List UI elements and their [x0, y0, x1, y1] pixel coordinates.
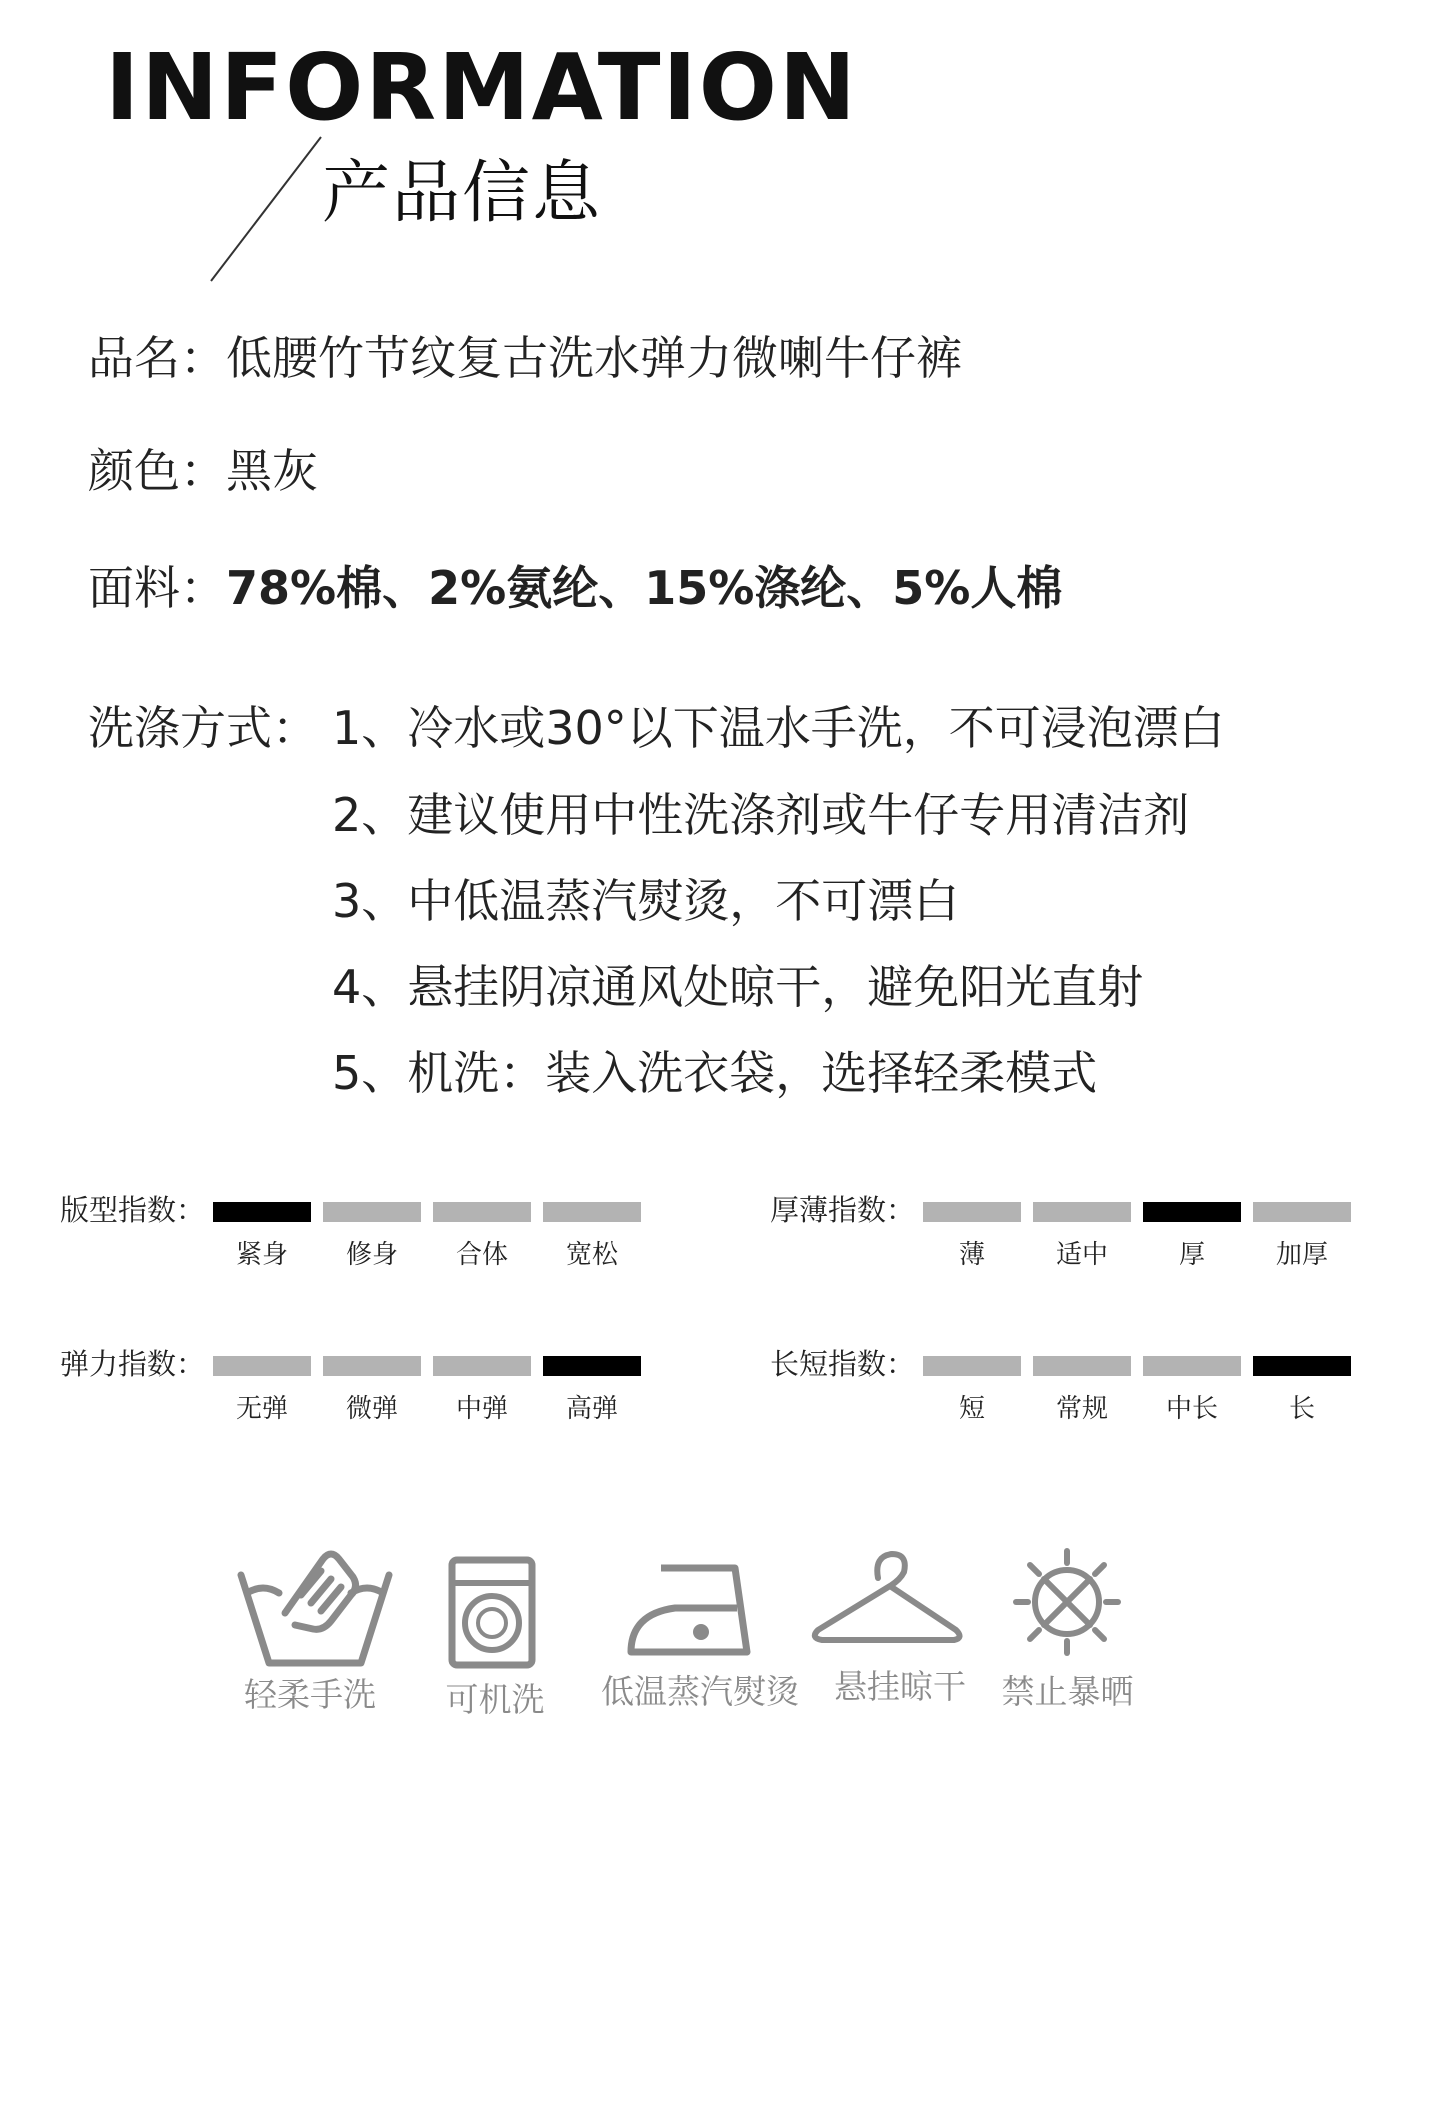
index-option-label: 宽松: [565, 1240, 618, 1270]
index-bar: [323, 1356, 421, 1376]
product-name-row: [88, 331, 962, 385]
index-bar: [923, 1202, 1021, 1222]
wash-step: 4、悬挂阴凉通风处晾干，避免阳光直射: [332, 960, 1144, 1014]
color-value: 黑灰: [226, 444, 318, 498]
index-option-label: 紧身: [235, 1240, 288, 1270]
wash-step: 2、建议使用中性洗涤剂或牛仔专用清洁剂: [332, 788, 1190, 842]
care-label: 轻柔手洗: [244, 1675, 376, 1714]
index-bar: [213, 1356, 311, 1376]
index-option-label: 中长: [1165, 1394, 1218, 1424]
index-option-label: 加厚: [1275, 1240, 1328, 1270]
index-bar-selected: [213, 1202, 311, 1222]
index-option-label: 短: [958, 1394, 985, 1424]
index-option-label: 厚: [1178, 1240, 1205, 1270]
index-scale-label: 弹力指数：: [60, 1347, 206, 1381]
care-label: 低温蒸汽熨烫: [601, 1672, 799, 1711]
index-bar: [323, 1202, 421, 1222]
index-bar: [1033, 1356, 1131, 1376]
index-option-label: 修身: [345, 1240, 398, 1270]
fabric-label: 面料：: [88, 561, 226, 615]
product-name-value: 低腰竹节纹复古洗水弹力微喇牛仔裤: [226, 331, 962, 385]
index-option-label: 薄: [958, 1240, 985, 1270]
index-option-label: 长: [1288, 1394, 1315, 1424]
index-scale-label: 厚薄指数：: [770, 1193, 916, 1227]
index-option-label: 适中: [1055, 1240, 1108, 1270]
color-label: 颜色：: [88, 444, 226, 498]
index-option-label: 中弹: [455, 1394, 508, 1424]
fabric-row: [88, 561, 1063, 615]
product-name-label: 品名：: [88, 331, 226, 385]
index-bar: [923, 1356, 1021, 1376]
index-bar-selected: [1253, 1356, 1351, 1376]
index-option-label: 常规: [1055, 1394, 1108, 1424]
index-scale-label: 长短指数：: [770, 1347, 916, 1381]
index-bar: [543, 1202, 641, 1222]
title-chinese: 产品信息: [322, 154, 603, 233]
index-option-label: 无弹: [235, 1394, 288, 1424]
iron-icon: [625, 1560, 755, 1660]
washing-machine-icon: [447, 1555, 537, 1670]
index-bar-selected: [1143, 1202, 1241, 1222]
index-option-label: 合体: [455, 1240, 508, 1270]
color-row: [88, 444, 318, 498]
index-option-label: 高弹: [565, 1394, 618, 1424]
title-english: INFORMATION: [105, 34, 858, 141]
wash-step: 1、冷水或30°以下温水手洗，不可浸泡漂白: [332, 701, 1225, 755]
care-label: 禁止暴晒: [1001, 1672, 1134, 1711]
wash-step: 3、中低温蒸汽熨烫，不可漂白: [332, 874, 960, 928]
fabric-value: 78%棉、2%氨纶、15%涤纶、5%人棉: [226, 561, 1063, 615]
index-bar: [1253, 1202, 1351, 1222]
no-sun-icon: [1010, 1545, 1125, 1660]
decorative-slash: [205, 135, 325, 285]
hand-wash-icon: [235, 1535, 395, 1670]
care-label: 可机洗: [445, 1680, 545, 1719]
index-scale-label: 版型指数：: [60, 1193, 206, 1227]
care-label: 悬挂晾干: [834, 1667, 966, 1706]
index-bar: [433, 1356, 531, 1376]
hanger-icon: [808, 1548, 968, 1648]
index-bar: [433, 1202, 531, 1222]
index-bar: [1143, 1356, 1241, 1376]
wash-step: 5、机洗：装入洗衣袋，选择轻柔模式: [332, 1046, 1098, 1100]
index-bar-selected: [543, 1356, 641, 1376]
index-option-label: 微弹: [345, 1394, 398, 1424]
wash-label: 洗涤方式：: [88, 701, 318, 755]
index-bar: [1033, 1202, 1131, 1222]
